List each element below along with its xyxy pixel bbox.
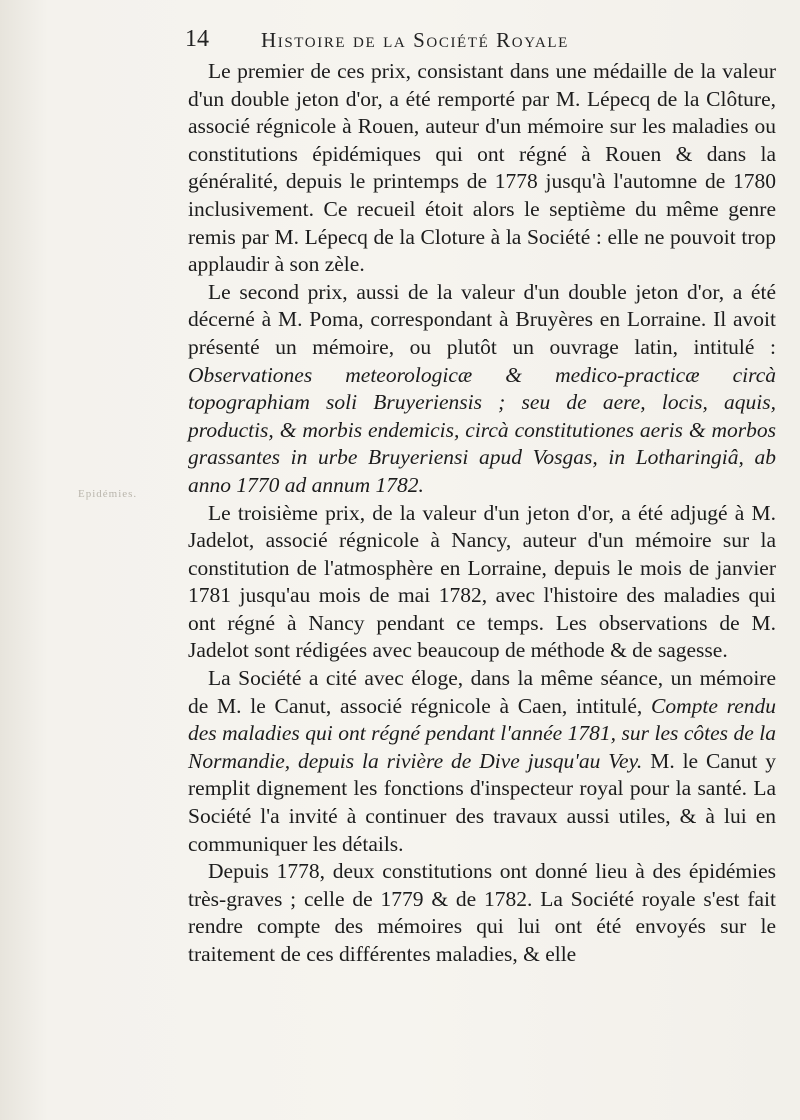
citation-title: Compte rendu des maladies qui ont régné pendant l'année 1781, sur les côtes de la Normandie, depuis la rivière de Dive jusqu'au Vey. — [188, 693, 777, 773]
second-prize-text: Le second prix, aussi de la valeur d'un double jeton d'or, a été décerné à M. Poma, correspondant à Bruyères en Lorraine. Il avoit présenté un mémoire, ou plutôt un ouvrage latin, intitulé : — [188, 279, 776, 359]
citation-remainder: M. le Canut y remplit dignement les fonctions d'inspecteur royal pour la santé. La Société l'a invité à continuer des travaux aussi utiles, & à lui en communiquer les détails. — [188, 748, 776, 856]
bleed-through-margin-note: Epidémies. — [78, 488, 138, 500]
paragraph-citation — [188, 665, 776, 858]
citation-intro: La Société a cité avec éloge, dans la même séance, un mémoire de M. le Canut, associé régnicole à Caen, intitulé, — [188, 666, 776, 718]
running-head: Histoire de la Société Royale — [261, 28, 569, 52]
paragraph-first-prize: Le premier de ces prix, consistant dans une médaille de la valeur d'un double jeton d'or, a été remporté par M. Lépecq de la Clôture, associé régnicole à Rouen, auteur d'un mémoire sur les maladies ou constitutions épidémiques qui ont régné à Rouen & dans la généralité, depuis le printemps de 1778 jusqu'à l'automne de 1780 inclusivement. Ce recueil étoit alors le septième du même genre remis par M. Lépecq de la Cloture à la Société : elle ne pouvoit trop applaudir à son zèle. — [188, 59, 776, 277]
page-header — [185, 24, 785, 54]
second-prize-latin-title: Observationes meteorologicæ & medico-practicæ circà topographiam soli Bruyeriensis ; seu de aere, locis, aquis, productis, & morbis endemicis, circà constitutiones aeris & morbos grassantes in urbe Bruyeriensi apud Vosgas, in Lotharingiâ, ab anno 1770 ad annum 1782. — [188, 362, 776, 497]
paragraph-second-prize — [188, 279, 776, 500]
paragraph-epidemics: Depuis 1778, deux constitutions ont donné lieu à des épidémies très-graves ; celle de 1779 & de 1782. La Société royale s'est fait rendre compte des mémoires qui lui ont été envoyés sur le traitement de ces différentes maladies, & elle — [188, 859, 776, 966]
body-text — [188, 58, 776, 969]
paragraph-third-prize: Le troisième prix, de la valeur d'un jeton d'or, a été adjugé à M. Jadelot, associé régnicole à Nancy, auteur d'un mémoire sur la constitution de l'atmosphère en Lorraine, depuis le mois de janvier 1781 jusqu'au mois de mai 1782, avec l'histoire des maladies qui ont régné à Nancy pendant ce temps. Les observations de M. Jadelot sont rédigées avec beaucoup de méthode & de sagesse. — [188, 500, 776, 663]
page-number: 14 — [185, 26, 209, 52]
